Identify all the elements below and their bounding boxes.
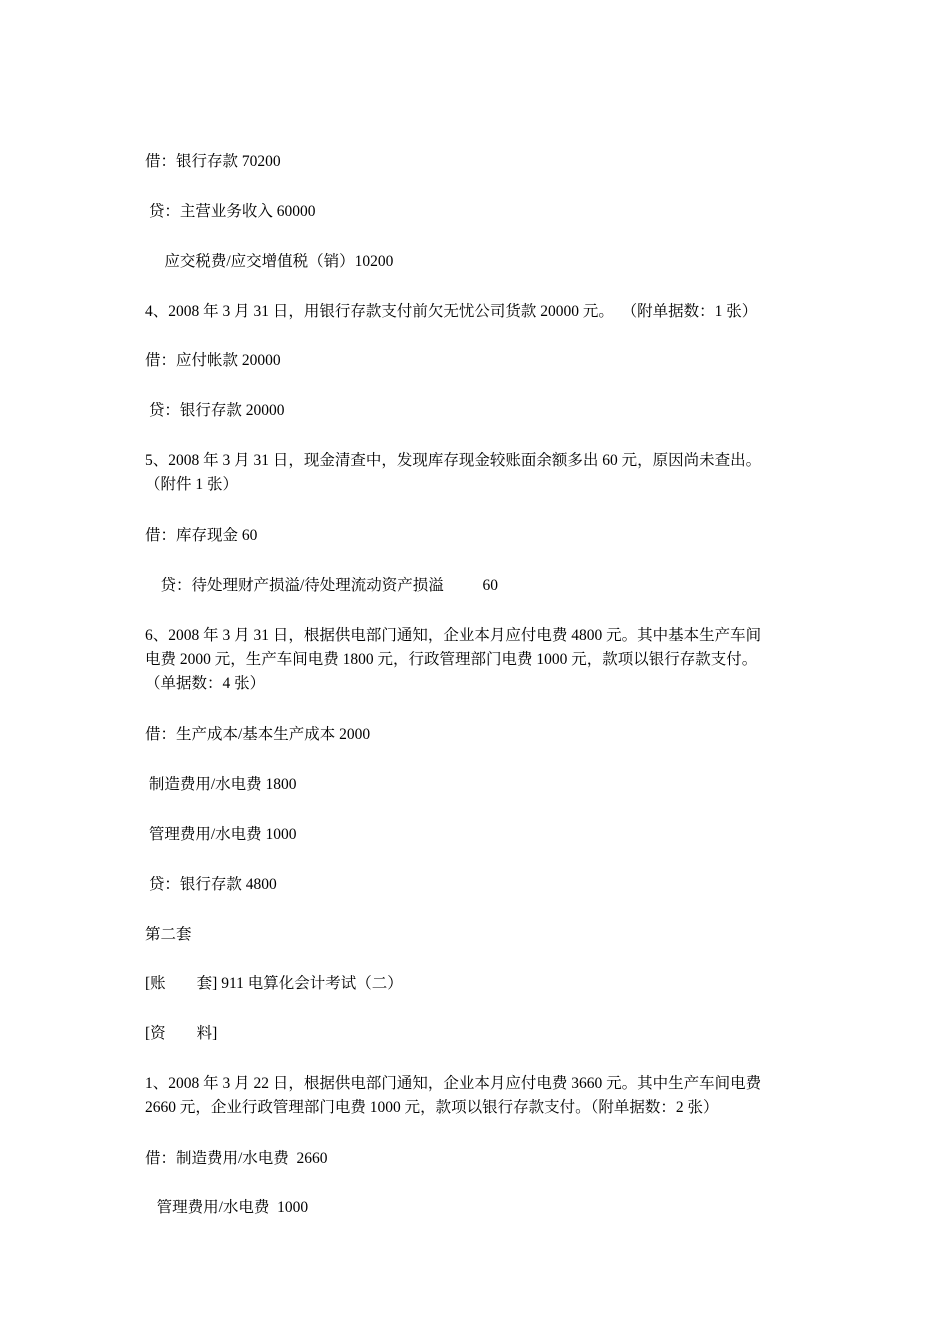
- entry-debit-cash-on-hand: 借：库存现金 60: [145, 527, 258, 544]
- materials-header: [资 料]: [145, 1025, 218, 1042]
- question-6-text-line1: 6、2008 年 3 月 31 日，根据供电部门通知，企业本月应付电费 4800 元。其中基本生产车间: [145, 627, 762, 644]
- entry-credit-main-revenue: 贷：主营业务收入 60000: [145, 203, 316, 220]
- entry-debit-accounts-payable: 借：应付帐款 20000: [145, 352, 281, 369]
- question-6-attachment: （单据数：4 张）: [145, 675, 266, 692]
- entry-credit-pending-assets: 贷：待处理财产损溢/待处理流动资产损溢 60: [145, 577, 499, 594]
- question-5-text: 5、2008 年 3 月 31 日，现金清查中，发现库存现金较账面余额多出 60 元，原因尚未查出。: [145, 452, 762, 469]
- question-5-attachment: （附件 1 张）: [145, 476, 239, 493]
- entry-credit-bank-deposit-2: 贷：银行存款 4800: [145, 876, 277, 893]
- entry-debit-bank-deposit: 借：银行存款 70200: [145, 153, 281, 170]
- entry-debit-admin-expense: 管理费用/水电费 1000: [145, 826, 297, 843]
- set2-question-1-line1: 1、2008 年 3 月 22 日，根据供电部门通知，企业本月应付电费 3660 元。其中生产车间电费: [145, 1075, 762, 1092]
- set2-entry-debit-manufacturing: 借：制造费用/水电费 2660: [145, 1150, 328, 1167]
- entry-credit-vat-output: 应交税费/应交增值税（销）10200: [145, 253, 394, 270]
- set2-entry-debit-admin: 管理费用/水电费 1000: [145, 1199, 309, 1216]
- section-title-second-set: 第二套: [145, 926, 192, 943]
- set2-question-1-line2: 2660 元，企业行政管理部门电费 1000 元，款项以银行存款支付。（附单据数：2 张）: [145, 1099, 719, 1116]
- question-4-text: 4、2008 年 3 月 31 日，用银行存款支付前欠无忧公司货款 20000 元。 （附单据数：1 张）: [145, 303, 758, 320]
- entry-debit-production-cost: 借：生产成本/基本生产成本 2000: [145, 726, 371, 743]
- entry-debit-manufacturing-overhead: 制造费用/水电费 1800: [145, 776, 297, 793]
- account-set-header: [账 套] 911 电算化会计考试（二）: [145, 975, 403, 992]
- question-6-text-line2: 电费 2000 元，生产车间电费 1800 元，行政管理部门电费 1000 元，款项以银行存款支付。: [145, 651, 758, 668]
- entry-credit-bank-deposit: 贷：银行存款 20000: [145, 402, 285, 419]
